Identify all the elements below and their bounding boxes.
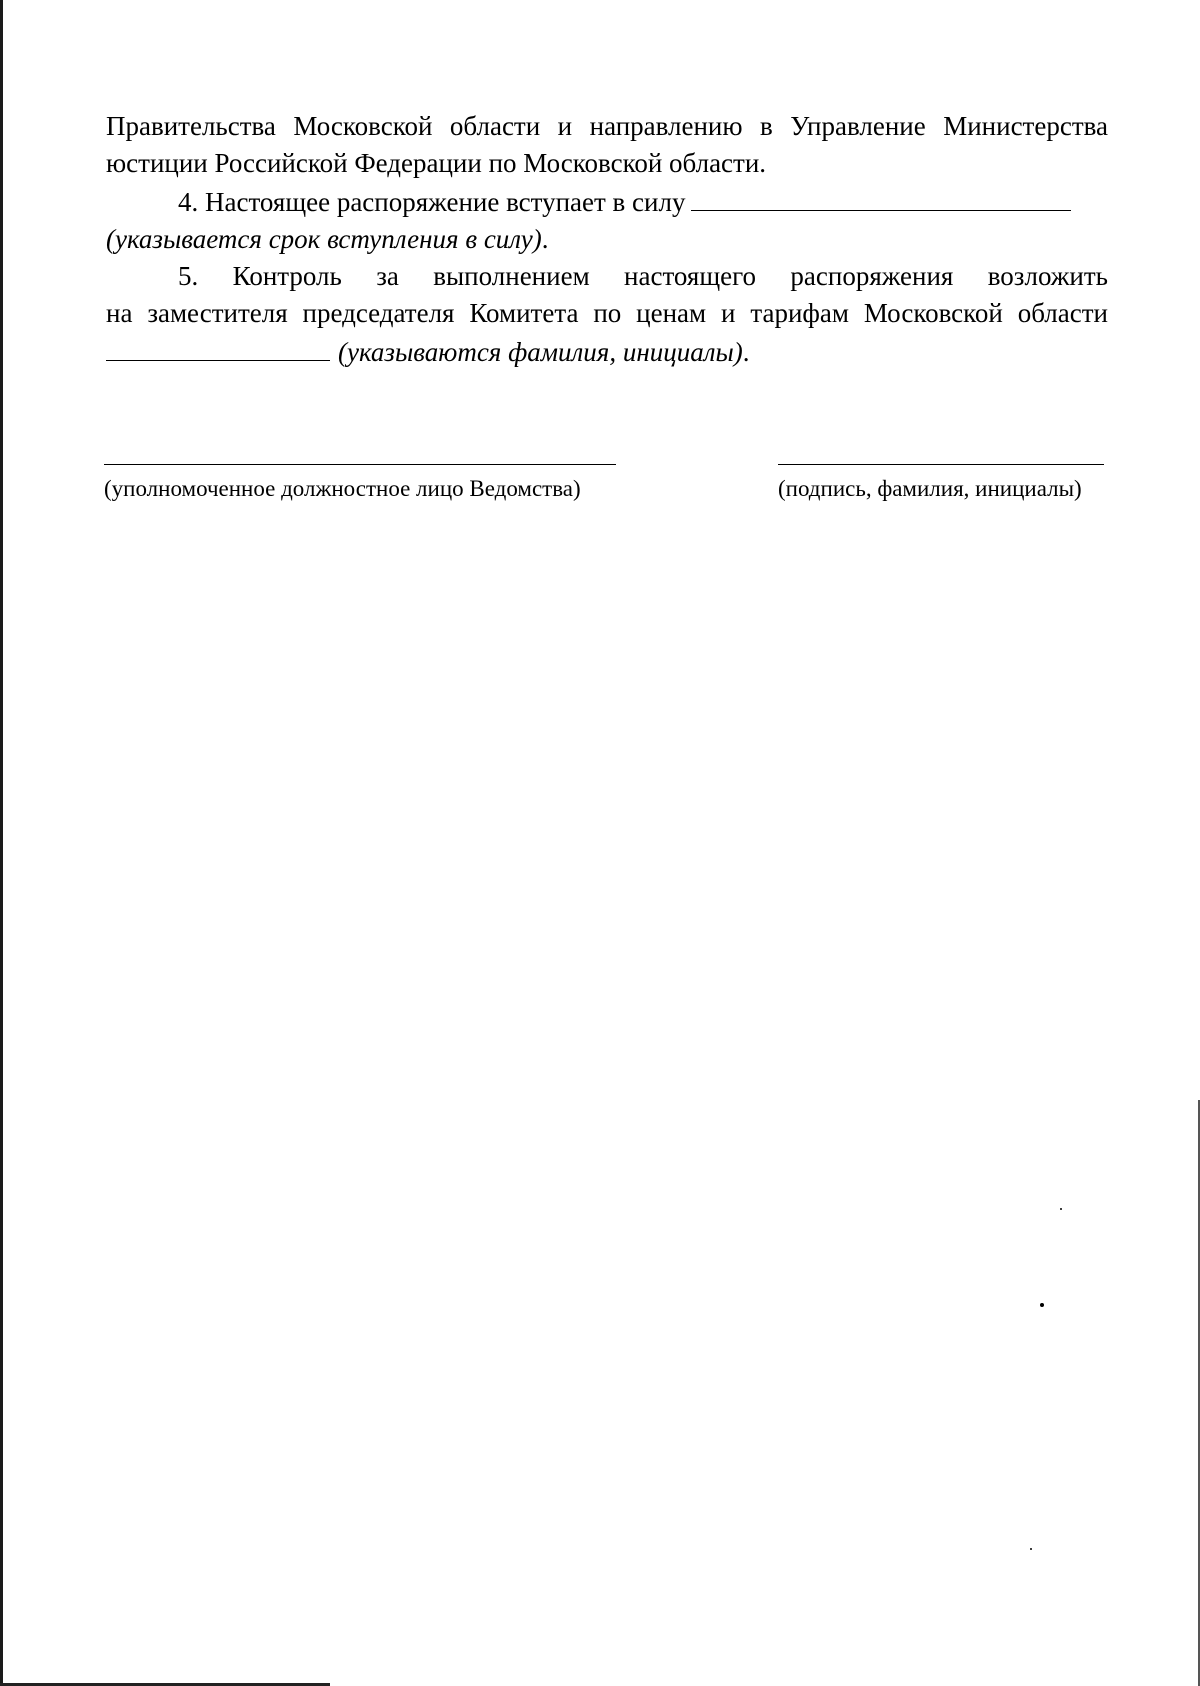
item-5-note: (указываются фамилия, инициалы) [338, 337, 743, 367]
item-5-line-1: 5. Контроль за выполнением настоящего распоряжения возложить [178, 261, 1108, 291]
item-4-end: . [541, 224, 549, 254]
document-body [106, 108, 1108, 371]
signature-name-line [778, 464, 1104, 465]
item-4-text: 4. Настоящее распоряжение вступает в силу [178, 187, 686, 217]
item-4-note: (указывается срок вступления в силу) [106, 224, 542, 254]
scan-speck [1030, 1548, 1032, 1550]
item-5-note-line [106, 332, 1108, 371]
official-caption: (уполномоченное должностное лицо Ведомства) [104, 476, 581, 501]
effective-date-blank [691, 182, 1071, 211]
scan-speck [1040, 1303, 1044, 1307]
continuation-line-1: Правительства Московской области и направлению в Управление Министерства [106, 111, 1108, 141]
continuation-line-2: юстиции Российской Федерации по Московской области. [106, 148, 767, 178]
item-4-note-line [106, 221, 1108, 258]
item-5-line-2: на заместителя председателя Комитета по ценам и тарифам Московской области [106, 298, 1108, 328]
deputy-name-blank [106, 332, 330, 361]
signature-caption: (подпись, фамилия, инициалы) [778, 476, 1082, 501]
scan-edge-left [0, 0, 3, 1686]
scan-speck [1060, 1208, 1062, 1210]
official-signature-line [104, 464, 616, 465]
item-4-line [106, 182, 1108, 221]
item-5-end: . [742, 337, 750, 367]
